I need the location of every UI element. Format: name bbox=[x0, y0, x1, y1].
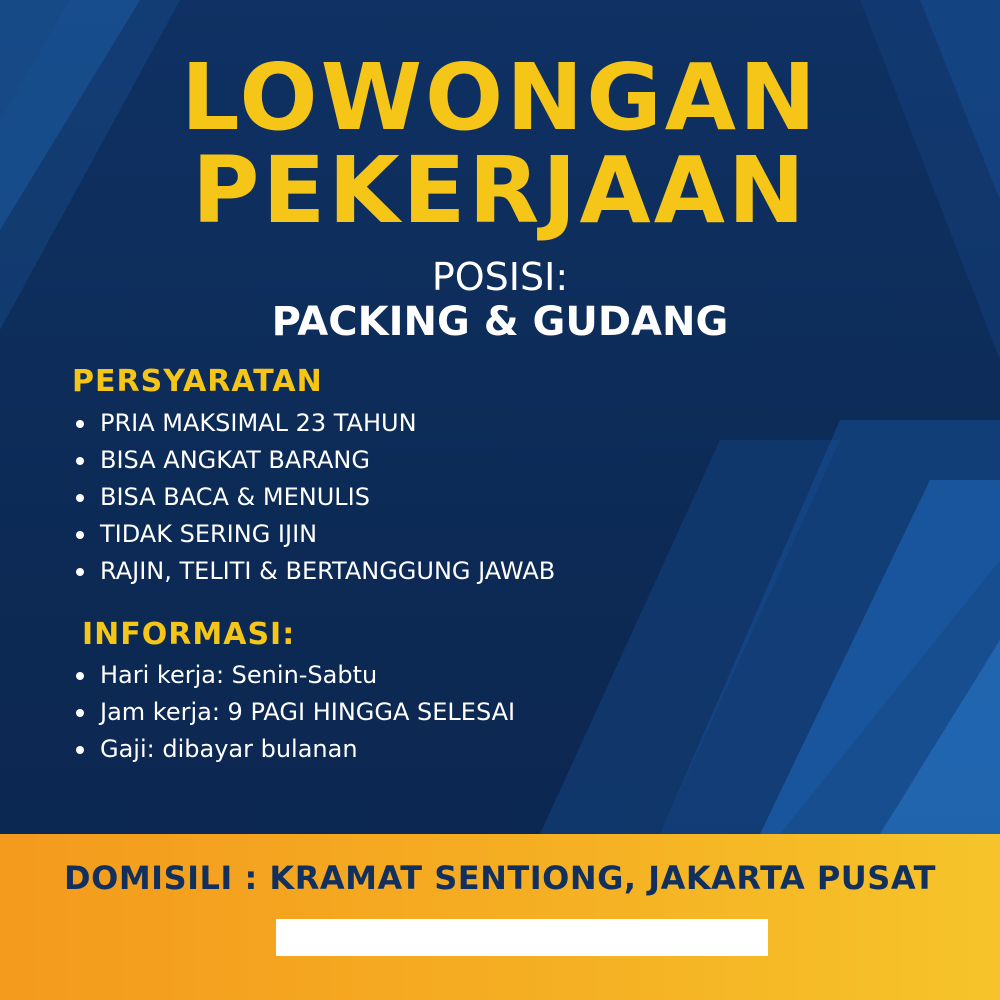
bullet-icon bbox=[76, 672, 84, 680]
list-item bbox=[74, 657, 515, 694]
requirement-text: BISA BACA & MENULIS bbox=[100, 483, 370, 511]
list-item bbox=[74, 731, 515, 768]
bullet-icon bbox=[76, 531, 84, 539]
bullet-icon bbox=[76, 494, 84, 502]
position-label: POSISI: bbox=[431, 255, 569, 299]
bullet-icon bbox=[76, 457, 84, 465]
bullet-icon bbox=[76, 568, 84, 576]
bullet-icon bbox=[76, 746, 84, 754]
requirement-text: BISA ANGKAT BARANG bbox=[100, 446, 370, 474]
list-item bbox=[74, 516, 555, 553]
requirements-list bbox=[74, 405, 555, 590]
requirement-text: TIDAK SERING IJIN bbox=[100, 520, 318, 548]
information-text: Hari kerja: Senin-Sabtu bbox=[100, 661, 378, 689]
requirements-heading: PERSYARATAN bbox=[72, 364, 323, 399]
information-heading: INFORMASI: bbox=[82, 617, 296, 652]
requirement-text: PRIA MAKSIMAL 23 TAHUN bbox=[100, 409, 417, 437]
information-text: Gaji: dibayar bulanan bbox=[100, 735, 358, 763]
title-line-2: PEKERJAAN bbox=[192, 137, 808, 244]
information-list bbox=[74, 657, 515, 768]
title-line-1: LOWONGAN bbox=[181, 44, 819, 151]
list-item bbox=[74, 694, 515, 731]
domicile-text: DOMISILI : KRAMAT SENTIONG, JAKARTA PUSAT bbox=[64, 859, 936, 897]
position-value: PACKING & GUDANG bbox=[271, 299, 729, 345]
blank-white-box bbox=[276, 919, 768, 956]
list-item bbox=[74, 405, 555, 442]
information-text: Jam kerja: 9 PAGI HINGGA SELESAI bbox=[100, 698, 516, 726]
list-item bbox=[74, 553, 555, 590]
requirement-text: RAJIN, TELITI & BERTANGGUNG JAWAB bbox=[100, 557, 556, 585]
bullet-icon bbox=[76, 709, 84, 717]
list-item bbox=[74, 442, 555, 479]
bullet-icon bbox=[76, 420, 84, 428]
list-item bbox=[74, 479, 555, 516]
